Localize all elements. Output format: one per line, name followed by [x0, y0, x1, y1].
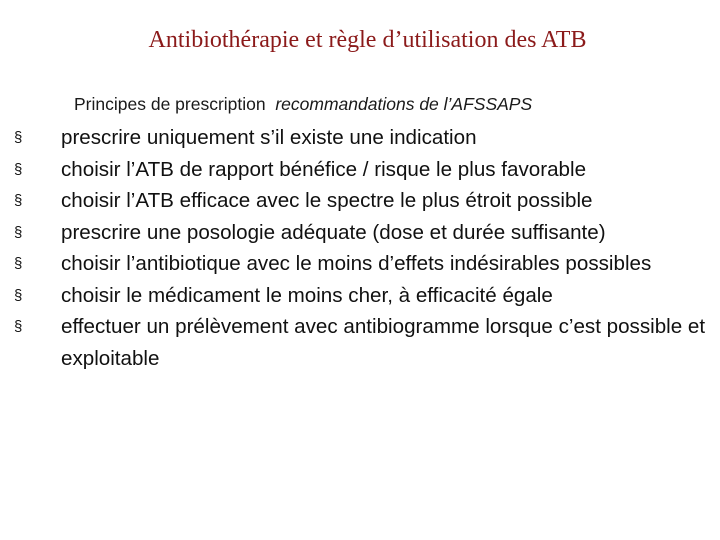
bullet-marker-icon: §: [14, 192, 23, 209]
bullet-item: [14, 154, 714, 186]
bullet-text: prescrire une posologie adéquate (dose et durée suffisante): [61, 220, 606, 244]
bullet-item: [14, 280, 714, 312]
bullet-text: effectuer un prélèvement avec antibiogramme lorsque c’est possible et exploitable: [61, 315, 706, 370]
bullet-marker-icon: §: [14, 255, 23, 272]
subtitle-emphasis: recommandations de l’AFSSAPS: [275, 94, 533, 114]
bullet-text: prescrire uniquement s’il existe une indication: [61, 126, 477, 149]
subtitle-main: Principes de prescription: [74, 94, 266, 114]
bullet-item: [14, 217, 714, 249]
slide-subtitle: [74, 92, 532, 116]
bullet-marker-icon: §: [14, 160, 23, 178]
bullet-item: [14, 122, 714, 154]
bullet-text: choisir le médicament le moins cher, à efficacité égale: [61, 283, 553, 307]
bullet-marker-icon: §: [14, 223, 23, 241]
bullet-marker-icon: §: [14, 286, 23, 304]
bullet-list: [14, 122, 714, 374]
bullet-marker-icon: §: [14, 129, 23, 146]
bullet-item: [14, 311, 714, 374]
bullet-text: choisir l’ATB efficace avec le spectre le plus étroit possible: [61, 189, 593, 212]
bullet-item: [14, 248, 714, 280]
bullet-item: [14, 185, 714, 217]
bullet-text: choisir l’ATB de rapport bénéfice / risque le plus favorable: [61, 157, 587, 181]
bullet-marker-icon: §: [14, 318, 23, 335]
bullet-text: choisir l’antibiotique avec le moins d’effets indésirables possibles: [61, 252, 652, 275]
slide-title: Antibiothérapie et règle d’utilisation des ATB: [148, 27, 587, 53]
